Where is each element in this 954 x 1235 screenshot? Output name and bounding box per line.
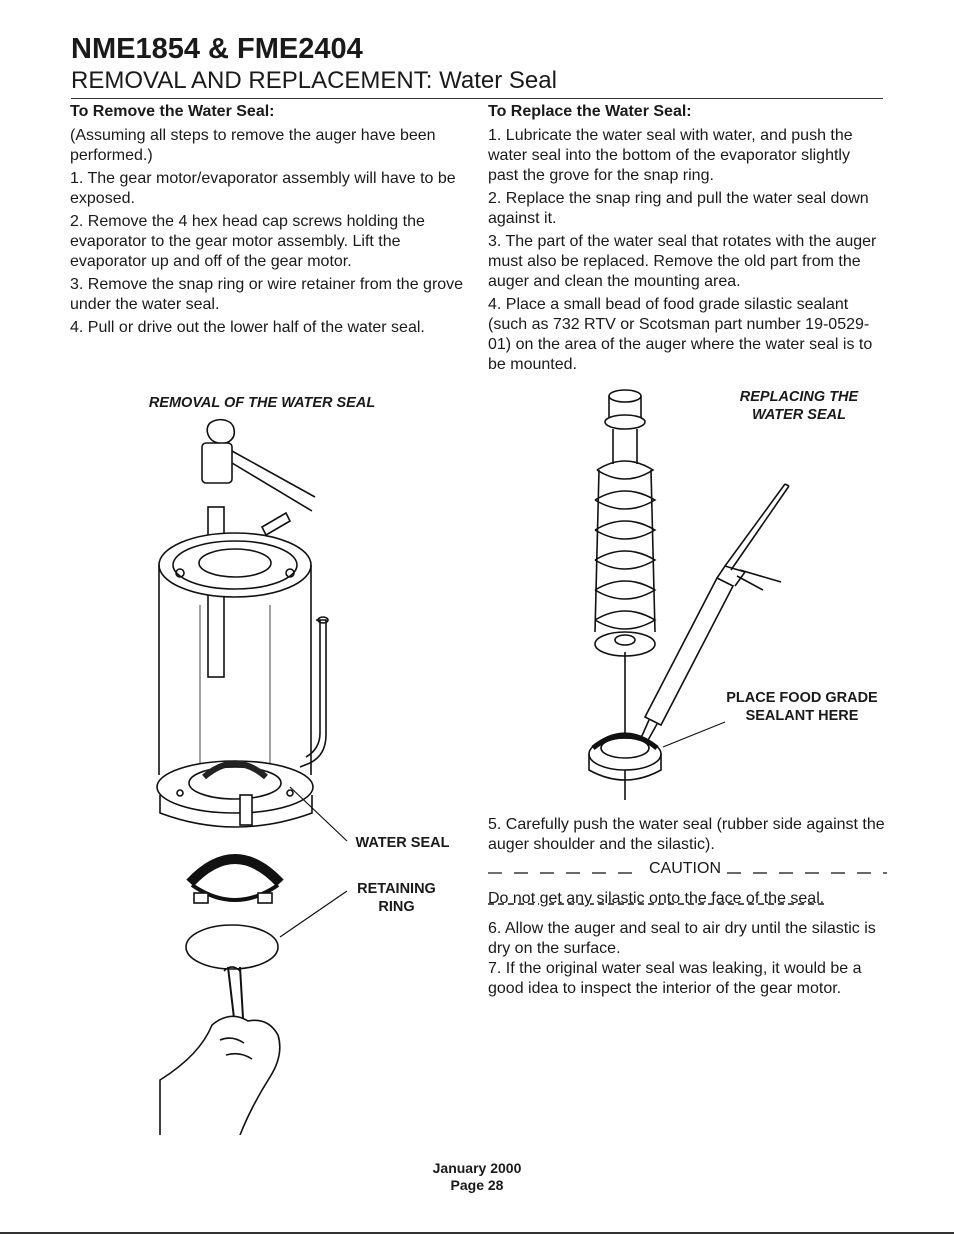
- replacement-instructions: [488, 102, 884, 378]
- removal-step: 1. The gear motor/evaporator assembly will have to be exposed.: [70, 170, 456, 207]
- auger-flights: [595, 461, 655, 632]
- removal-step: 4. Pull or drive out the lower half of the water seal.: [70, 319, 425, 336]
- footer-date: January 2000: [432, 1160, 522, 1176]
- replacing-figure-caption: REPLACING THE WATER SEAL: [739, 389, 859, 423]
- footer-page-number: Page 28: [450, 1177, 504, 1193]
- caution-text: Do not get any silastic onto the face of the seal.: [488, 890, 825, 907]
- removal-instructions: [70, 102, 470, 341]
- removal-heading: To Remove the Water Seal:: [70, 103, 275, 120]
- footer-rule: [0, 1232, 954, 1234]
- removal-step: 3. Remove the snap ring or wire retainer from the grove under the water seal.: [70, 276, 464, 313]
- hammer-icon: [202, 420, 315, 511]
- replacing-illustration: [585, 382, 800, 800]
- removal-illustration: [140, 415, 470, 1135]
- replacement-step: 3. The part of the water seal that rotates with the auger must also be replaced. Remove the old part from the auger and clean the mounting area.: [488, 233, 877, 290]
- removal-step: (Assuming all steps to remove the auger have been performed.): [70, 127, 436, 164]
- caution-banner: [488, 859, 888, 879]
- document-title: NME1854 & FME2404: [71, 33, 363, 65]
- page-footer: [377, 1160, 577, 1194]
- retaining-ring-label: RETAINING RING: [357, 881, 436, 915]
- replacement-heading: To Replace the Water Seal:: [488, 103, 692, 120]
- continued-instructions: [488, 815, 888, 999]
- replacement-step: 4. Place a small bead of food grade silastic sealant (such as 732 RTV or Scotsman part number 19-0529-01) on the area of the auger where the water seal is to be mounted.: [488, 296, 873, 373]
- step-6: 6. Allow the auger and seal to air dry until the silastic is dry on the surface.: [488, 920, 876, 957]
- header-rule: [71, 98, 883, 99]
- water-seal-label: WATER SEAL: [355, 835, 450, 851]
- step-7: 7. If the original water seal was leaking, it would be a good idea to inspect the interior of the gear motor.: [488, 960, 862, 997]
- step-5: 5. Carefully push the water seal (rubber side against the auger shoulder and the silastic).: [488, 816, 885, 853]
- water-seal-part: [190, 859, 280, 903]
- retaining-ring-part: [186, 925, 278, 969]
- caution-title: CAUTION: [649, 860, 721, 877]
- replacement-step: 2. Replace the snap ring and pull the water seal down against it.: [488, 190, 869, 227]
- document-subtitle: REMOVAL AND REPLACEMENT: Water Seal: [71, 67, 557, 94]
- removal-figure-caption: REMOVAL OF THE WATER SEAL: [148, 395, 376, 411]
- replacement-step: 1. Lubricate the water seal with water, and push the water seal into the bottom of the evaporator slightly past the grove for the snap ring.: [488, 127, 853, 184]
- sealant-label: PLACE FOOD GRADE SEALANT HERE: [726, 690, 878, 724]
- removal-step: 2. Remove the 4 hex head cap screws holding the evaporator to the gear motor assembly. Lift the evaporator up and off of the gear motor.: [70, 213, 425, 270]
